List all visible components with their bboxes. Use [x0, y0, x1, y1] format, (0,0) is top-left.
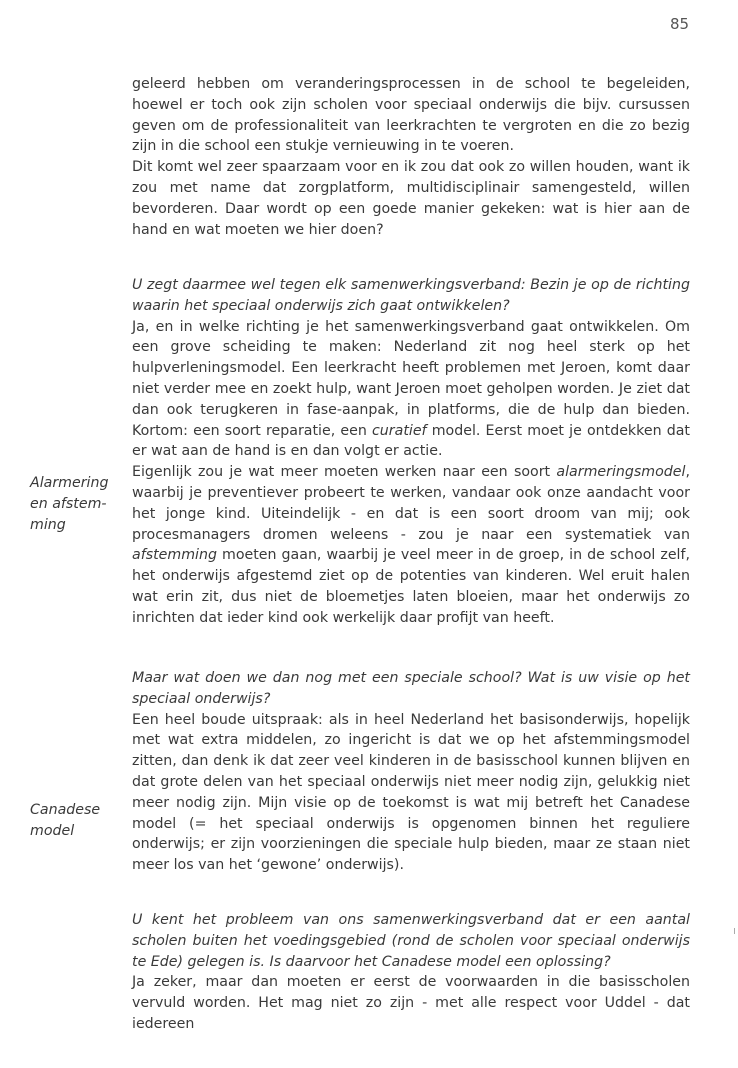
interview-section-2 — [132, 668, 690, 876]
term-alarmeringsmodel: alarmeringsmodel — [556, 464, 686, 481]
answer-1-part-4: , waarbij je preventiever probeert te werken, vandaar ook onze aandacht voor het jonge kind. Uiteindelijk - en dat is een soort droom van mij; ook procesmanagers dromen weleens - zou je naar een systematiek van — [132, 464, 690, 543]
intro-section — [132, 74, 690, 240]
question-1: U zegt daarmee wel tegen elk samenwerkingsverband: Bezin je op de richting waarin het speciaal onderwijs zich gaat ontwikkelen? — [132, 277, 690, 314]
answer-1 — [132, 317, 690, 463]
answer-1-part-2: model. Eerst moet je ontdekken dat er wat aan de hand is en dan volgt er actie. — [132, 422, 690, 460]
page-number: 85 — [670, 15, 690, 33]
intro-paragraph-1: geleerd hebben om veranderingsprocessen in de school te begeleiden, hoewel er toch ook zijn scholen voor speciaal onderwijs die bijv. cursussen geven om de professionaliteit van leerkrachten te vergroten en die zo bezig zijn in die school een stukje vernieuwing in te voeren. — [132, 76, 690, 155]
answer-1-part-1: Ja, en in welke richting je het samenwerkingsverband gaat ontwikkelen. Om een grove scheiding te maken: Nederland zit nog heel sterk op het hulpverleningsmodel. Een leerkracht heeft problemen met Jeroen, komt daar niet verder mee en zoekt hulp, want Jeroen moet geholpen worden. Je ziet dat dan ook terugkeren in fase-aanpak, in platforms, die de hulp dan bieden. Kortom: een soort reparatie, een — [132, 318, 690, 439]
interview-section-3 — [132, 910, 690, 1035]
term-curatief: curatief — [372, 422, 427, 439]
intro-paragraph-2: Dit komt wel zeer spaarzaam voor en ik zou dat ook zo willen houden, want ik zou met name dat zorgplatform, multidisciplinair samengesteld, willen bevorderen. Daar wordt op een goede manier gekeken: wat is hier aan de hand en wat moeten we hier doen? — [132, 159, 690, 238]
question-2: Maar wat doen we dan nog met een speciale school? Wat is uw visie op het speciaal onderwijs? — [132, 670, 690, 707]
answer-3: Ja zeker, maar dan moeten er eerst de voorwaarden in die basisscholen vervuld worden. Het mag niet zo zijn - met alle respect voor Uddel - dat iedereen — [132, 974, 690, 1032]
margin-note-alarmering: Alarmering en afstem- ming — [30, 475, 109, 533]
answer-1-part-5: moeten gaan, waarbij je veel meer in de groep, in de school zelf, het onderwijs afgestemd ziet op de potenties van kinderen. Wel eruit halen wat erin zit, dus niet de bloemetjes laten bloeien, maar het onderwijs zo inrichten dat ieder kind ook werkelijk daar profijt van heeft. — [132, 547, 690, 626]
answer-1b — [132, 462, 690, 628]
question-3: U kent het probleem van ons samenwerkingsverband dat er een aantal scholen buiten het voedingsgebied (rond de scholen voor speciaal onderwijs te Ede) gelegen is. Is daarvoor het Canadese model een oplossing? — [132, 912, 690, 970]
answer-1-part-3: Eigenlijk zou je wat meer moeten werken naar een soort — [132, 464, 551, 481]
margin-note-canadese: Canadese model — [30, 802, 101, 839]
interview-section-1 — [132, 275, 690, 629]
answer-2: Een heel boude uitspraak: als in heel Nederland het basisonderwijs, hopelijk met wat extra middelen, zo ingericht is dat we op het afstemmingsmodel zitten, dan denk ik dat zeer veel kinderen in de basisschool kunnen blijven en dat grote delen van het speciaal onderwijs niet meer nodig zijn, gelukkig niet meer nodig zijn. Mijn visie op de toekomst is wat mij betreft het Canadese model (= het speciaal onderwijs is opgenomen binnen het reguliere onderwijs; er zijn voorzieningen die speciale hulp bieden, maar ze staan niet meer los van het ‘gewone’ onderwijs). — [132, 711, 690, 874]
scan-mark — [734, 928, 735, 934]
term-afstemming: afstemming — [132, 547, 217, 564]
